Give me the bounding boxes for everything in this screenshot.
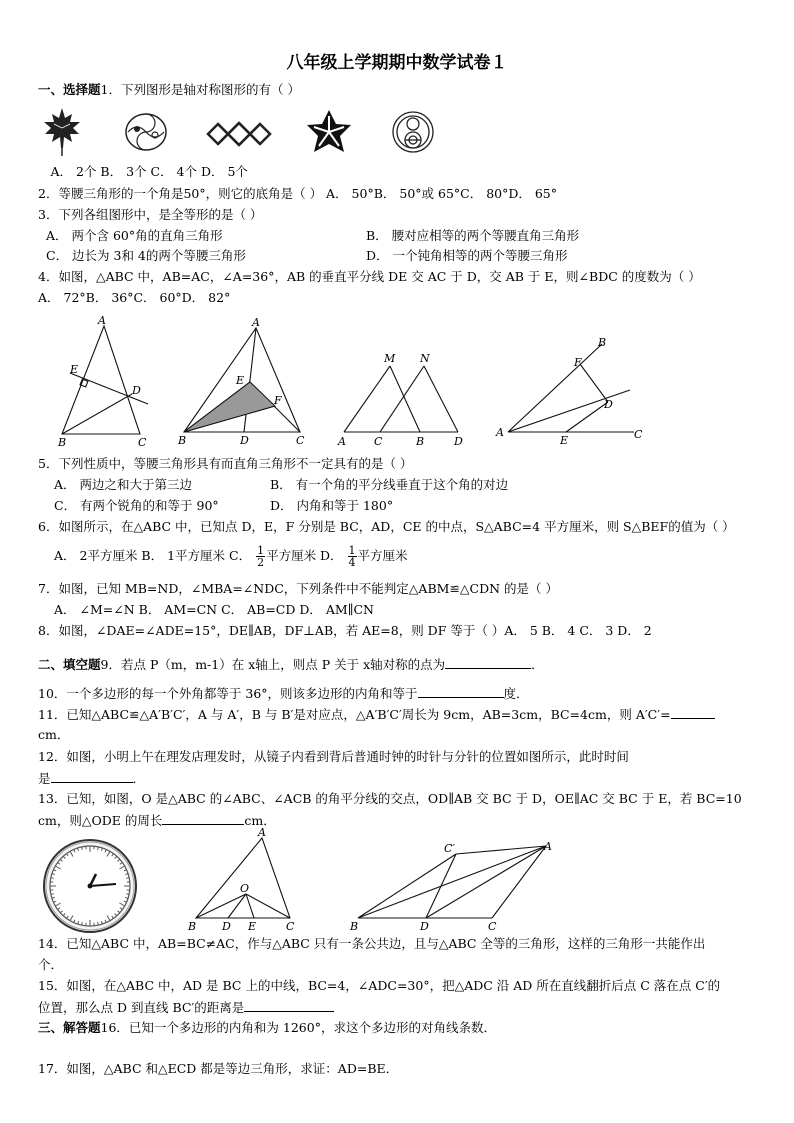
fig15-label-d: D (420, 920, 429, 933)
fig13-label-a: A (258, 826, 266, 839)
clock-tick (98, 922, 99, 925)
q12-line2-text: 是 (38, 771, 51, 786)
q2-text: 2．等腰三角形的一个角是50°，则它的底角是（ ） A． 50°B． 50°或 65°C． 80°D． 65° (38, 186, 558, 201)
fig8-label-c: C (634, 428, 643, 441)
q6-d-numerator: 1 (348, 544, 356, 557)
q4-options: A． 72°B． 36°C． 60°D． 82° (38, 290, 231, 305)
q5-option-a: A． 两边之和大于第三边 (54, 477, 193, 492)
q15-line2-text: 位置，那么点 D 到直线 BC′的距离是 (38, 1000, 245, 1015)
q11-line2: cm． (38, 727, 70, 742)
fig6-label-a: A (252, 316, 260, 329)
q6-options (54, 545, 408, 568)
section-2-label: 二、填空题 (38, 657, 101, 672)
fig4-label-e: E (70, 363, 79, 376)
q11-line (38, 706, 715, 723)
fig4-label-a: A (98, 314, 106, 327)
q13-text: 13．已知，如图，O 是△ABC 的∠ABC、∠ACB 的角平分线的交点，OD∥AB 交 BC 于 D，OE∥AC 交 BC 于 E，若 BC=10 (38, 791, 742, 806)
q16-text: 16．已知一个多边形的内角和为 1260°，求这个多边形的对角线条数． (100, 1020, 496, 1035)
q6-option-ab: A． 2平方厘米 B． 1平方厘米 C． (54, 548, 252, 563)
q12-answer-blank[interactable] (51, 770, 133, 783)
clock-tick (82, 847, 83, 850)
q6-d-denominator: 4 (348, 556, 356, 569)
fraction-one-quarter (348, 545, 357, 568)
taichi-icon (124, 112, 168, 152)
fig8-label-d: D (604, 398, 613, 411)
fig7-label-d: D (454, 435, 463, 448)
star-flower-icon (305, 108, 353, 154)
section-3-label: 三、解答题 (38, 1020, 101, 1035)
q3-option-c: C． 边长为 3和 4的两个等腰三角形 (46, 248, 246, 263)
q6-c-denominator: 2 (257, 556, 265, 569)
figure-q8 (494, 334, 654, 448)
q12-line2 (38, 770, 145, 787)
q3-stem: 3．下列各组图形中，是全等形的是（ ） (38, 207, 263, 222)
q9-end: ． (531, 657, 544, 672)
figure-q6 (172, 316, 312, 448)
q5-option-b: B． 有一个角的平分线垂直于这个角的对边 (270, 477, 509, 492)
q10-answer-blank[interactable] (418, 685, 504, 698)
q5-option-d: D． 内角和等于 180° (270, 498, 394, 513)
q6-d-unit: 平方厘米 (357, 548, 408, 563)
fig13-label-b: B (188, 920, 197, 933)
q3-option-b: B． 腰对应相等的两个等腰直角三角形 (366, 228, 580, 243)
q1-line (38, 82, 300, 98)
q15-text: 15．如图，在△ABC 中，AD 是 BC 上的中线，BC=4，∠ADC=30°，把△ADC 沿 AD 所在直线翻折后点 C 落在点 C′的 (38, 978, 721, 993)
q10-end: 度． (503, 686, 529, 701)
fig8-label-e: E (560, 434, 569, 447)
fig13-label-d: D (222, 920, 231, 933)
q3-option-a: A． 两个含 60°角的直角三角形 (46, 228, 223, 243)
clock-tick (126, 894, 129, 895)
clock-tick (126, 878, 129, 879)
fig6-label-e: E (236, 374, 245, 387)
fig15-label-b: B (350, 920, 359, 933)
fig8-label-a: A (496, 426, 504, 439)
fig4-label-b: B (58, 436, 67, 449)
clock-tick (82, 922, 83, 925)
q1-text: 1．下列图形是轴对称图形的有（ ） (100, 82, 300, 97)
q10-line (38, 685, 529, 702)
fig15-label-a: A (544, 840, 552, 853)
q17-text: 17．如图，△ABC 和△ECD 都是等边三角形，求证：AD=BE． (38, 1061, 399, 1076)
fig4-label-c: C (138, 436, 147, 449)
fig8-label-b: B (598, 336, 607, 349)
fig6-label-b: B (178, 434, 187, 447)
clock-tick (51, 878, 54, 879)
fig6-label-d: D (240, 434, 249, 447)
maple-leaf-icon (42, 108, 82, 156)
q16-line (38, 1020, 496, 1036)
fig6-label-c: C (296, 434, 305, 447)
q9-line (38, 656, 544, 673)
q12-text: 12．如图，小明上午在理发店理发时，从镜子内看到背后普通时钟的时针与分针的位置如图所示，此时时间 (38, 749, 629, 764)
figure-q15 (344, 838, 564, 934)
fig7-label-m: M (384, 352, 396, 365)
fig8-label-f: F (574, 356, 582, 369)
q7-stem: 7．如图，已知 MB=ND，∠MBA=∠NDC，下列条件中不能判定△ABM≌△CDN 的是（ ） (38, 581, 558, 596)
q10-text: 10．一个多边形的每一个外角都等于 36°，则该多边形的内角和等于 (38, 686, 418, 701)
figure-q7 (334, 350, 474, 450)
q11-text: 11．已知△ABC≌△A′B′C′，A 与 A′，B 与 B′是对应点，△A′B′C′周长为 9cm，AB=3cm，BC=4cm，则 A′C′= (38, 707, 671, 722)
fig15-label-c-prime: C′ (444, 842, 455, 855)
fig6-label-f: F (274, 394, 282, 407)
fraction-one-half (256, 545, 265, 568)
q1-options: A． 2个 B． 3个 C． 4个 D． 5个 (38, 164, 248, 179)
q5-stem: 5．下列性质中，等腰三角形具有而直角三角形不一定具有的是（ ） (38, 456, 413, 471)
q14-text: 14．已知△ABC 中，AB=BC≠AC，作与△ABC 只有一条公共边，且与△ABC 全等的三角形，这样的三角形一共能作出 (38, 936, 706, 951)
q15-answer-blank[interactable] (244, 999, 334, 1012)
figure-q4 (48, 314, 158, 449)
q5-option-c: C． 有两个锐角的和等于 90° (54, 498, 219, 513)
q6-stem: 6．如图所示，在△ABC 中，已知点 D，E，F 分别是 BC，AD，CE 的中点，S△ABC=4 平方厘米，则 S△BEF的值为（ ） (38, 519, 735, 534)
knot-pattern-icon (206, 118, 272, 150)
q9-text: 9．若点 P（m，m-1）在 x轴上，则点 P 关于 x轴对称的点为 (100, 657, 446, 672)
q12-end: ． (132, 771, 146, 786)
q13-line2-text: cm，则△ODE 的周长 (38, 813, 163, 828)
fig15-label-c: C (488, 920, 497, 933)
q14-line2: 个． (38, 957, 64, 972)
q8-text: 8．如图，∠DAE=∠ADE=15°，DE∥AB，DF⊥AB，若 AE=8，则 DF 等于（ ）A． 5 B． 4 C． 3 D． 2 (38, 623, 652, 638)
q7-options: A． ∠M=∠N B． AM=CN C． AB=CD D． AM∥CN (54, 602, 374, 617)
fig13-label-o: O (240, 882, 250, 895)
q6-c-numerator: 1 (257, 544, 265, 557)
fig13-label-e: E (248, 920, 257, 933)
fig13-label-c: C (286, 920, 295, 933)
page-title: 八年级上学期期中数学试卷１ (286, 53, 508, 73)
figure-q13 (182, 826, 302, 934)
q6-c-unit: 平方厘米 D． (266, 548, 343, 563)
fig7-label-b: B (416, 435, 425, 448)
fig7-label-a: A (338, 435, 346, 448)
q9-answer-blank[interactable] (445, 656, 531, 669)
q13-end: cm． (244, 813, 276, 828)
q15-line2 (38, 999, 334, 1016)
fig4-label-d: D (132, 384, 141, 397)
fig7-label-n: N (420, 352, 430, 365)
q4-stem: 4．如图，△ABC 中，AB=AC，∠A=36°，AB 的垂直平分线 DE 交 AC 于 D，交 AB 于 E，则∠BDC 的度数为（ ） (38, 269, 701, 284)
clock-tick (51, 894, 54, 895)
section-1-label: 一、选择题 (38, 82, 101, 97)
q13-answer-blank[interactable] (162, 812, 244, 825)
q3-option-d: D． 一个钝角相等的两个等腰三角形 (366, 248, 568, 263)
concentric-circles-icon (391, 110, 435, 154)
q11-answer-blank[interactable] (671, 706, 715, 719)
clock-icon (42, 838, 138, 934)
fig7-label-c: C (374, 435, 383, 448)
clock-tick (98, 847, 99, 850)
